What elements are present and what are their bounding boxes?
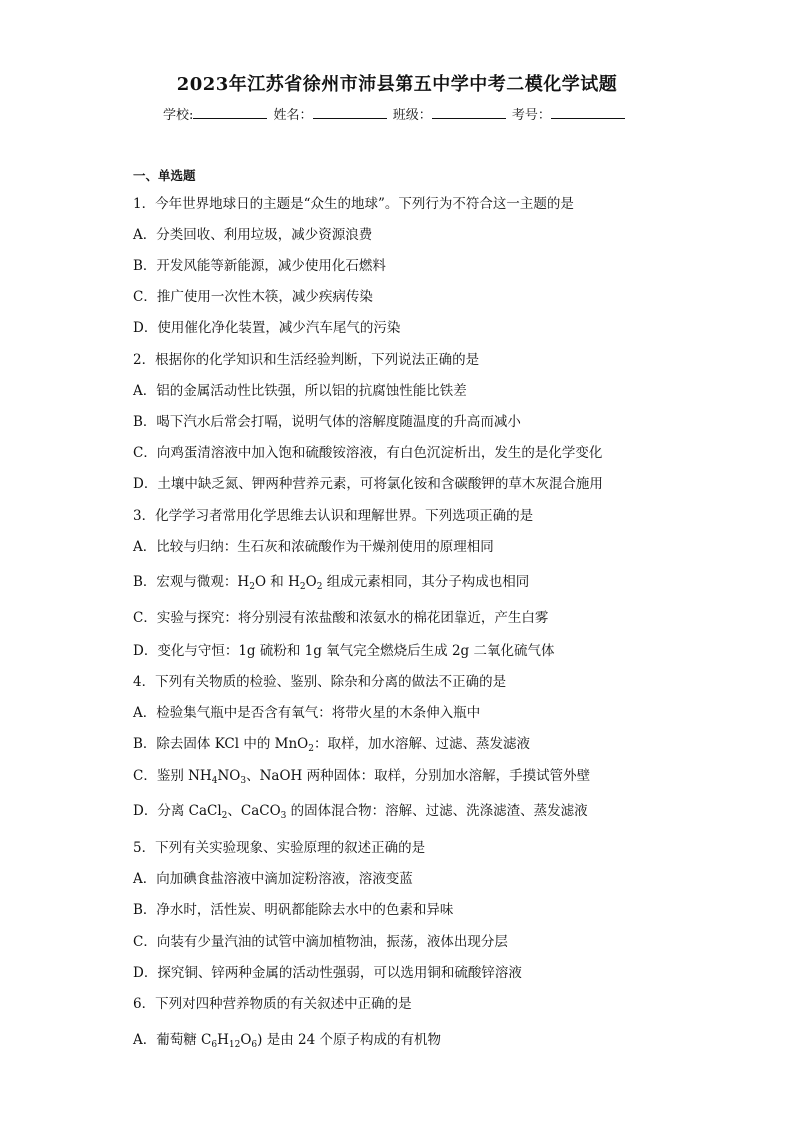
question-4-option-d: D．分离 CaCl$_2$、CaCO$_3$ 的固体混合物：溶解、过滤、洗涤滤渣、蒸发滤液 xyxy=(133,803,588,821)
question-3-stem: 3．化学学习者常用化学思维去认识和理解世界。下列选项正确的是 xyxy=(133,508,534,524)
question-1-option-c: C．推广使用一次性木筷，减少疾病传染 xyxy=(133,289,373,305)
question-4-stem: 4．下列有关物质的检验、鉴别、除杂和分离的做法不正确的是 xyxy=(133,674,507,690)
question-6-option-a: A．葡萄糖 $C_6H_{12}O_6$) 是由 24 个原子构成的有机物 xyxy=(133,1032,441,1050)
question-3-option-b: B．宏观与微观：$H_2O$ 和 $H_2O_2$ 组成元素相同，其分子构成也相同 xyxy=(133,574,530,592)
question-5-option-b: B．净水时，活性炭、明矾都能除去水中的色素和异味 xyxy=(133,902,454,918)
page-title: 2023年江苏省徐州市沛县第五中学中考二模化学试题 xyxy=(176,74,618,95)
question-4-option-c: C．鉴别 $NH_4NO_3$、NaOH 两种固体：取样，分别加水溶解，手摸试管外壁 xyxy=(133,768,591,786)
question-2-option-c: C．向鸡蛋清溶液中加入饱和硫酸铵溶液，有白色沉淀析出，发生的是化学变化 xyxy=(133,445,603,461)
question-5-option-a: A．向加碘食盐溶液中滴加淀粉溶液，溶液变蓝 xyxy=(133,871,413,887)
name-blank xyxy=(313,106,387,119)
question-6-stem: 6．下列对四种营养物质的有关叙述中正确的是 xyxy=(133,996,412,1012)
question-1-option-a: A．分类回收、利用垃圾，减少资源浪费 xyxy=(133,227,373,243)
question-1-option-b: B．开发风能等新能源，减少使用化石燃料 xyxy=(133,258,386,274)
question-4-option-a: A．检验集气瓶中是否含有氧气：将带火星的木条伸入瓶中 xyxy=(133,705,481,721)
section-heading: 一、单选题 xyxy=(133,168,196,183)
school-label: 学校: xyxy=(163,108,194,123)
school-blank xyxy=(193,106,267,119)
question-1-stem: 1．今年世界地球日的主题是“众生的地球”。下列行为不符合这一主题的是 xyxy=(133,196,574,212)
question-5-stem: 5．下列有关实验现象、实验原理的叙述正确的是 xyxy=(133,840,426,856)
question-2-option-b: B．喝下汽水后常会打嗝，说明气体的溶解度随温度的升高而减小 xyxy=(133,414,521,430)
exam-number-blank xyxy=(551,106,625,119)
question-1-option-d: D．使用催化净化装置，减少汽车尾气的污染 xyxy=(133,320,401,336)
question-2-stem: 2．根据你的化学知识和生活经验判断，下列说法正确的是 xyxy=(133,352,480,368)
question-4-option-b: B．除去固体 KCl 中的 MnO$_2$：取样，加水溶解、过滤、蒸发滤液 xyxy=(133,736,530,754)
exam-number-label: 考号： xyxy=(511,108,551,123)
class-blank xyxy=(432,106,506,119)
question-3-option-a: A．比较与归纳：生石灰和浓硫酸作为干燥剂使用的原理相同 xyxy=(133,539,494,555)
class-label: 班级： xyxy=(392,108,432,123)
student-info-line xyxy=(163,104,627,123)
question-2-option-a: A．铝的金属活动性比铁强，所以铝的抗腐蚀性能比铁差 xyxy=(133,383,467,399)
name-label: 姓名： xyxy=(273,108,313,123)
question-2-option-d: D．土壤中缺乏氮、钾两种营养元素，可将氯化铵和含碳酸钾的草木灰混合施用 xyxy=(133,476,603,492)
question-5-option-d: D．探究铜、锌两种金属的活动性强弱，可以选用铜和硫酸锌溶液 xyxy=(133,965,522,981)
question-3-option-d: D．变化与守恒：1g 硫粉和 1g 氧气完全燃烧后生成 2g 二氧化硫气体 xyxy=(133,643,555,659)
question-5-option-c: C．向装有少量汽油的试管中滴加植物油，振荡，液体出现分层 xyxy=(133,934,508,950)
question-3-option-c: C．实验与探究：将分别浸有浓盐酸和浓氨水的棉花团靠近，产生白雾 xyxy=(133,610,549,626)
